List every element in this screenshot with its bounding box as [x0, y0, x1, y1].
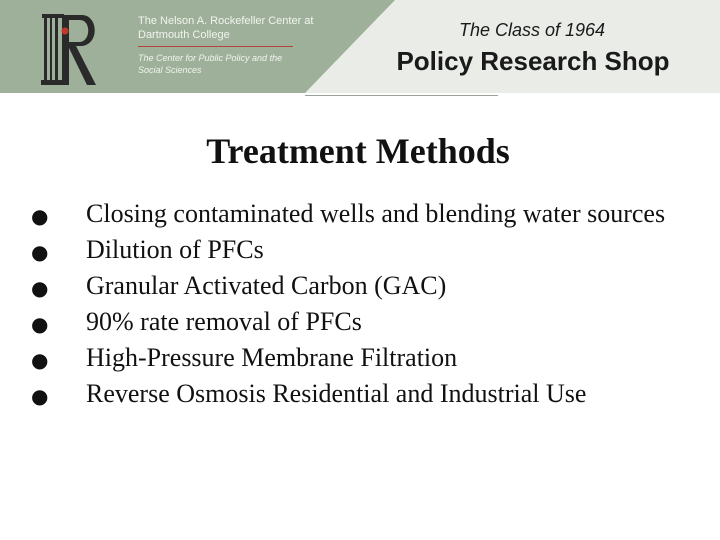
bullet-text: Granular Activated Carbon (GAC) [86, 271, 447, 300]
bullet-text: Closing contaminated wells and blending water sources [86, 199, 666, 228]
bullet-list [30, 196, 710, 412]
bullet-item [30, 304, 710, 340]
bullet-text: Reverse Osmosis Residential and Industrial Use [86, 379, 587, 408]
slide-title: Treatment Methods [206, 131, 510, 171]
institution-name: The Nelson A. Rockefeller Center at Dartmouth College [138, 15, 314, 41]
bullet-dot-icon: ● [31, 240, 49, 264]
bullet-item [30, 196, 710, 232]
bullet-item [30, 340, 710, 376]
class-title: The Class of 1964 [458, 20, 606, 40]
rockefeller-logo [38, 10, 106, 88]
slide-header [0, 0, 720, 93]
bullet-dot-icon: ● [31, 348, 49, 372]
bullet-text: 90% rate removal of PFCs [86, 307, 362, 336]
bullet-dot-icon: ● [31, 384, 49, 408]
header-divider [305, 95, 498, 96]
bullet-item [30, 232, 710, 268]
bullet-text: High-Pressure Membrane Filtration [86, 343, 458, 372]
institution-subtitle: The Center for Public Policy and the Social Sciences [138, 53, 283, 75]
shop-title: Policy Research Shop [396, 46, 670, 76]
bullet-text: Dilution of PFCs [86, 235, 264, 264]
bullet-dot-icon: ● [31, 276, 49, 300]
bullet-item [30, 376, 710, 412]
bullet-item [30, 268, 710, 304]
institution-divider [138, 46, 293, 47]
bullet-dot-icon: ● [31, 204, 49, 228]
bullet-dot-icon: ● [31, 312, 49, 336]
